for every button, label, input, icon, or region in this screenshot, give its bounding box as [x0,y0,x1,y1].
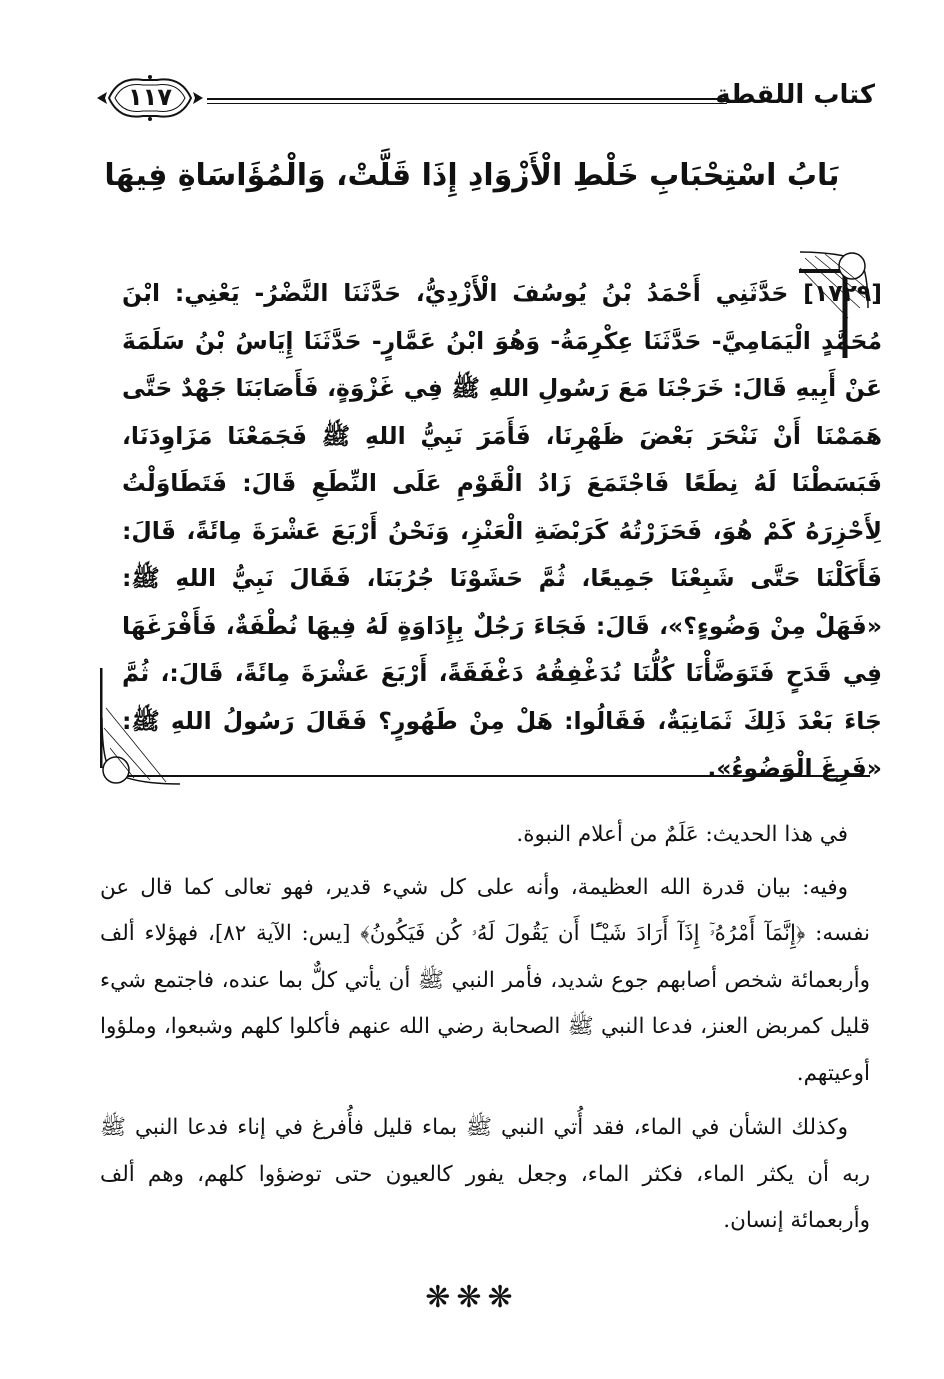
commentary-paragraph: في هذا الحديث: عَلَمٌ من أعلام النبوة. [516,822,848,847]
section-end-ornament: ❋❋❋ [425,1280,519,1315]
commentary-paragraph: وكذلك الشأن في الماء، فقد أُتي النبي ﷺ بماء قليل فأُفرغ في إناء فدعا النبي ﷺ ربه أن يكثر الماء، فكثر الماء، وجعل يفور كالعيون حتى توضؤوا كلهم، وهم ألف وأربعمائة إنسان. [100,1115,870,1233]
header-rule [207,98,727,104]
commentary-paragraph: وفيه: بيان قدرة الله العظيمة، وأنه على كل شيء قدير، فهو تعالى كما قال عن نفسه: ﴿إِنَّمَآ أَمْرُهُۥٓ إِذَآ أَرَادَ شَيْـًٔا أَن يَقُولَ لَهُۥ كُن فَيَكُونُ﴾ [يس: الآية ٨٢]، فهؤلاء ألف وأربعمائة شخص أصابهم جوع شديد، فأمر النبي ﷺ أن يأتي كلٌّ بما عنده، فاجتمع شيء قليل كمربض العنز، فدعا النبي ﷺ الصحابة رضي الله عنهم فأكلوا كلهم وشبعوا، وملؤوا أوعيتهم. [100,874,870,1086]
book-title: كتاب اللقطة [715,80,875,110]
page-header [95,72,875,124]
page-number-badge [95,72,205,124]
chapter-title: بَابُ اسْتِحْبَابِ خَلْطِ الْأَزْوَادِ إِذَا قَلَّتْ، وَالْمُؤَاسَاةِ فِيهَا [104,158,840,193]
commentary [100,812,870,1253]
hadith-text: [١٧٢٩] حَدَّثَنِي أَحْمَدُ بْنُ يُوسُفَ الْأَزْدِيُّ، حَدَّثَنَا النَّضْرُ- يَعْنِي: ابْنَ مُحَمَّدٍ الْيَمَامِيَّ- حَدَّثَنَا عِكْرِمَةُ- وَهُوَ ابْنُ عَمَّارٍ- حَدَّثَنَا إِيَاسُ بْنُ سَلَمَةَ عَنْ أَبِيهِ قَالَ: خَرَجْنَا مَعَ رَسُولِ اللهِ ﷺ فِي غَزْوَةٍ، فَأَصَابَنَا جَهْدٌ حَتَّى هَمَمْنَا أَنْ نَنْحَرَ بَعْضَ ظَهْرِنَا، فَأَمَرَ نَبِيُّ اللهِ ﷺ فَجَمَعْنَا مَزَاوِدَنَا، فَبَسَطْنَا لَهُ نِطَعًا فَاجْتَمَعَ زَادُ الْقَوْمِ عَلَى النِّطَعِ قَالَ: فَتَطَاوَلْتُ لِأَحْزِرَهُ كَمْ هُوَ، فَحَزَرْتُهُ كَرَبْضَةِ الْعَنْزِ، وَنَحْنُ أَرْبَعَ عَشْرَةَ مِائَةً، قَالَ: فَأَكَلْنَا حَتَّى شَبِعْنَا جَمِيعًا، ثُمَّ حَشَوْنَا جُرُبَنَا، فَقَالَ نَبِيُّ اللهِ ﷺ: «فَهَلْ مِنْ وَضُوءٍ؟»، قَالَ: فَجَاءَ رَجُلٌ بِإِدَاوَةٍ لَهُ فِيهَا نُطْفَةٌ، فَأَفْرَغَهَا فِي قَدَحٍ فَتَوَضَّأْنَا كُلُّنَا نُدَغْفِقُهُ دَغْفَقَةً، أَرْبَعَ عَشْرَةَ مِائَةً، قَالَ:، ثُمَّ جَاءَ بَعْدَ ذَلِكَ ثَمَانِيَةٌ، فَقَالُوا: هَلْ مِنْ طَهُورٍ؟ فَقَالَ رَسُولُ اللهِ ﷺ: «فَرِغَ الْوَضُوءُ». [122,279,882,782]
page-number: ١١٧ [128,83,172,111]
